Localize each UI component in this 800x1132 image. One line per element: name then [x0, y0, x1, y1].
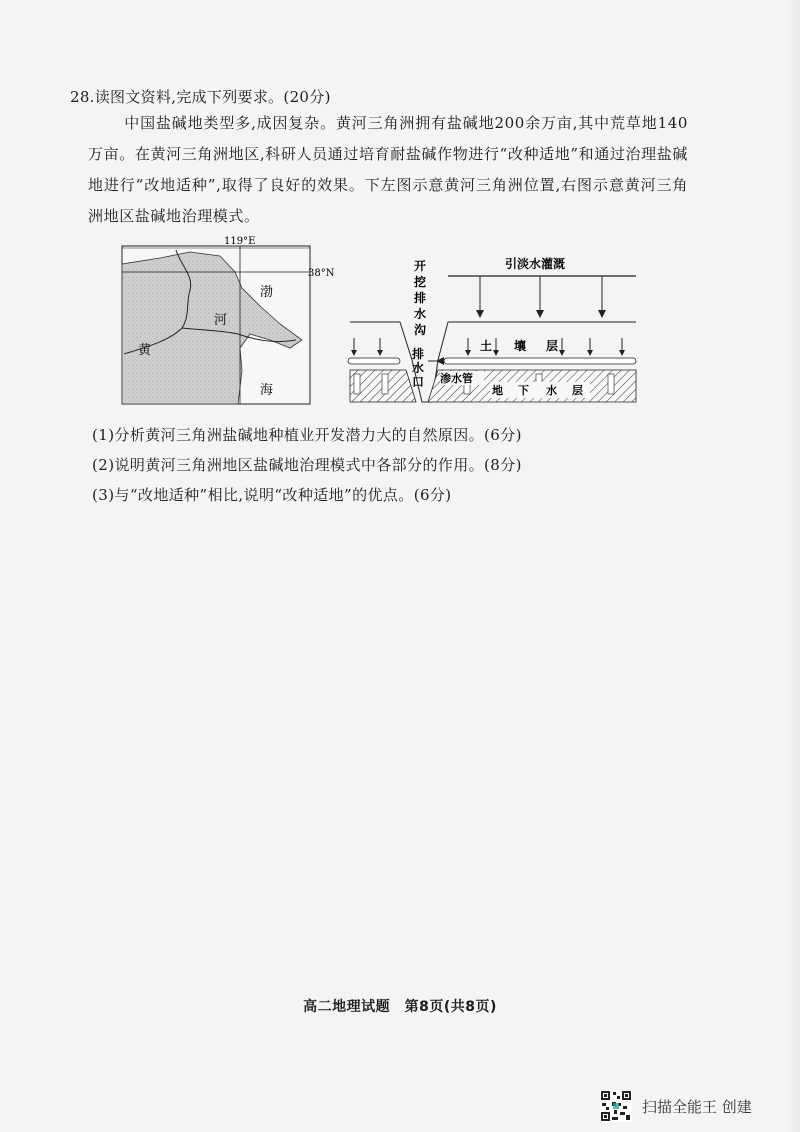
longitude-label: 119°E [224, 236, 256, 247]
seepage-label: 渗水管 [440, 372, 473, 385]
groundwater-label-4: 层 [572, 384, 583, 397]
soil-label-3: 层 [546, 339, 559, 353]
ditch-label-1: 开 [414, 259, 427, 273]
seepage-pipe-right [444, 358, 636, 364]
question-paragraph [88, 108, 688, 232]
page-edge-shadow [786, 0, 800, 1132]
outlet-label-2: 水 [412, 361, 425, 375]
page-footer: 高二地理试题 第8页(共8页) [303, 999, 497, 1015]
subquestion-3: (3)与“改地适种”相比,说明“改种适地”的优点。(6分) [92, 486, 452, 504]
label-huang: 黄 [138, 343, 152, 358]
groundwater-label-3: 水 [546, 384, 557, 397]
ditch-label-5: 沟 [414, 323, 427, 337]
subquestion-1: (1)分析黄河三角洲盐碱地种植业开发潜力大的自然原因。(6分) [92, 426, 522, 444]
ditch-label-3: 排 [414, 291, 427, 305]
label-bo: 渤 [260, 285, 274, 300]
label-he: 河 [214, 313, 228, 328]
irrigation-label: 引淡水灌溉 [505, 257, 566, 271]
scanner-watermark [600, 1090, 752, 1122]
seepage-pipe-left [348, 358, 400, 364]
soil-label-1: 土 [480, 339, 493, 353]
question-header: 28.读图文资料,完成下列要求。(20分) [70, 88, 331, 106]
paragraph-text: 中国盐碱地类型多,成因复杂。黄河三角洲拥有盐碱地200余万亩,其中荒草地140万亩。在黄河三角洲地区,科研人员通过培育耐盐碱作物进行“改种适地”和通过治理盐碱地进行“改地适种”,取得了良好的效果。下左图示意黄河三角洲位置,右图示意黄河三角洲地区盐碱地治理模式。 [88, 114, 688, 225]
outlet-label-1: 排 [412, 347, 425, 361]
groundwater-label-2: 下 [518, 384, 529, 397]
ditch-label-4: 水 [414, 307, 427, 321]
qr-code-icon [600, 1090, 632, 1122]
soil-label-2: 壤 [514, 339, 527, 353]
soil-arrows-left [351, 338, 383, 356]
scanner-brand-text: 扫描全能王 创建 [642, 1097, 752, 1116]
subquestion-2: (2)说明黄河三角洲地区盐碱地治理模式中各部分的作用。(8分) [92, 456, 522, 474]
latitude-label: 38°N [308, 268, 335, 279]
delta-location-map [120, 236, 335, 406]
saline-treatment-diagram [340, 252, 650, 412]
label-hai: 海 [260, 383, 274, 398]
ditch-label-2: 挖 [414, 275, 427, 289]
groundwater-label-1: 地 [492, 384, 503, 397]
outlet-label-3: 口 [412, 375, 425, 389]
